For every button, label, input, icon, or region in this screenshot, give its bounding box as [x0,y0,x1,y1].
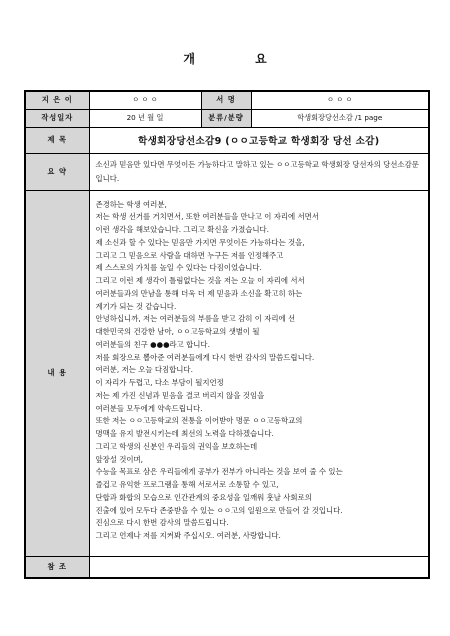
content-line: 여러분들과의 만남을 통해 더욱 더 제 믿음과 소신을 확고히 하는 [95,288,303,298]
content-line: 명맥을 유지 발전시키는데 최선의 노력을 다하겠습니다. [95,429,274,438]
content-line: 저는 학생 선거를 거치면서, 또한 여러분들을 만나고 이 자리에 서면서 [95,212,319,222]
content-line: 수능을 목표로 삼은 우리들에게 공부가 전부가 아니라는 것을 보여 줄 수 있는 [95,467,343,477]
subject-label: 제 목 [25,127,89,153]
content-line: 앞장설 것이며, [95,454,144,464]
content-line: 또한 저는 ㅇㅇ고등학교의 전통을 이어받아 명문 ㅇㅇ고등학교의 [95,416,303,426]
content-line: 그리고 이런 제 생각이 틀림없다는 것을 저는 오늘 이 자리에 서서 [95,276,305,285]
summary-form-table [24,90,430,579]
content-line: 제 스스로의 가치를 높일 수 있다는 다짐이었습니다. [95,263,262,273]
signature-label: 서 명 [201,91,251,109]
category-label: 분류/분량 [201,109,251,127]
summary-label: 요 약 [25,153,89,190]
content-line: 이 자리가 두렵고, 다소 부담이 될지언정 [95,378,224,387]
reference-value [89,556,429,578]
content-line: 그리고 언제나 저를 지켜봐 주십시오. 여러분, 사랑합니다. [95,531,281,540]
signature-value: ㅇ ㅇ ㅇ [251,91,429,109]
reference-label: 참 조 [25,556,89,578]
content-label: 내 용 [25,190,89,556]
content-line: 즐겁고 유익한 프로그램을 통해 서로서로 소통할 수 있고, [95,480,279,489]
content-line: 존경하는 학생 여러분, [95,199,167,209]
author-label: 지 은 이 [25,91,89,109]
summary-row [25,153,429,190]
subject-row [25,127,429,153]
subject-value: 학생회장당선소감9 (ㅇㅇ고등학교 학생회장 당선 소감) [89,127,429,153]
content-line: 진심으로 다시 한번 감사의 말씀드립니다. [95,518,229,528]
content-line: 여러분들 모두에게 약속드립니다. [95,403,203,413]
summary-value: 소신과 믿음만 있다면 무엇이든 가능하다고 말하고 있는 ㅇㅇ고등학교 학생회장 당선자의 당선소감문입니다. [89,153,429,190]
content-line: 제 소신과 할 수 있다는 믿음만 가지면 무엇이든 가능하다는 것을, [95,237,305,247]
author-value: ㅇ ㅇ ㅇ [89,91,201,109]
content-line: 계기가 되는 것 같습니다. [95,301,177,311]
content-line: 안녕하십니까, 저는 여러분들의 부름을 받고 감히 이 자리에 선 [95,314,296,324]
content-line: 진출에 있어 모두다 존중받을 수 있는 ㅇㅇ고의 일원으로 만들어 갈 것입니다. [95,505,343,515]
content-line: 저는 제 가진 신념과 믿음을 결코 버리지 않을 것임을 [95,390,265,400]
date-row [25,109,429,127]
author-row [25,91,429,109]
content-line: 여러분, 저는 오늘 다짐합니다. [95,365,193,375]
date-value: 20 년 월 일 [89,109,201,127]
content-line: 이런 생각을 해보았습니다. 그리고 확신을 가졌습니다. [95,225,270,234]
content-row [25,190,429,556]
content-body [89,190,429,556]
content-line: 그리고 그 믿음으로 사람을 대하면 누구든 저를 인정해주고 [95,250,284,260]
content-line: 여러분들의 친구 ●●●라고 합니다. [95,339,210,349]
content-line: 대한민국의 건강한 남아, ㅇㅇ고등학교의 샛별이 될 [95,327,260,336]
content-line: 그리고 학생의 신분인 우리들의 권익을 보호하는데 [95,441,258,451]
page-title: 개 요 [183,52,295,66]
reference-row [25,556,429,578]
content-line: 저를 회장으로 뽑아준 여러분들에게 다시 한번 감사의 말씀드립니다. [95,352,315,362]
date-label: 작성일자 [25,109,89,127]
content-line: 단합과 화합의 모습으로 인간관계의 중요성을 일깨워 훗날 사회로의 [95,492,312,502]
category-value: 학생회장당선소감 /1 page [251,109,429,127]
